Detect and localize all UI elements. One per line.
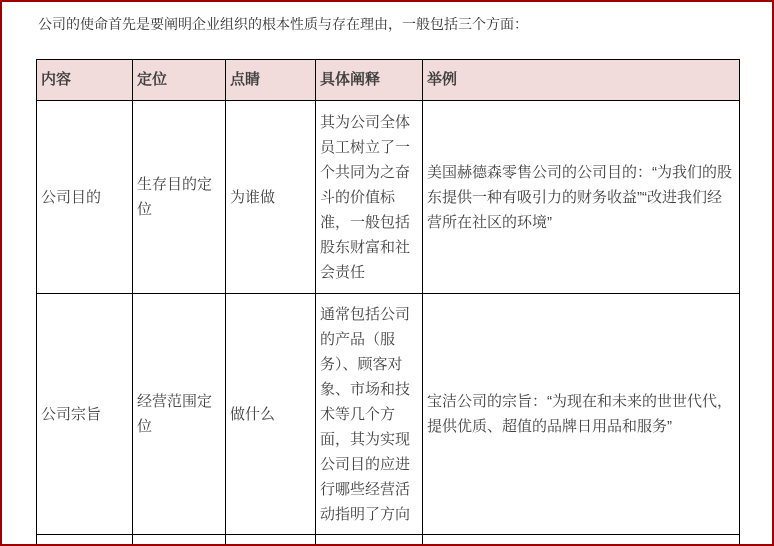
table-header-row <box>37 60 740 101</box>
mission-table <box>36 59 740 546</box>
column-header-positioning: 定位 <box>133 60 226 101</box>
cell-example: 宝洁公司的宗旨：“为现在和未来的世世代代，提供优质、超值的品牌日用品和服务” <box>423 294 740 535</box>
cell-essence <box>226 535 316 546</box>
cell-content: 公司目的 <box>37 101 133 294</box>
document-content <box>2 2 772 546</box>
cell-positioning <box>133 535 226 546</box>
table-row <box>37 535 740 546</box>
column-header-example: 举例 <box>423 60 740 101</box>
cell-essence: 为谁做 <box>226 101 316 294</box>
table-row <box>37 294 740 535</box>
cell-example: 美国赫德森零售公司的公司目的：“为我们的股东提供一种有吸引力的财务收益”“改进我们经营所在社区的环境” <box>423 101 740 294</box>
column-header-explanation: 具体阐释 <box>316 60 423 101</box>
table-row <box>37 101 740 294</box>
cell-explanation: 通常包括公司的产品（服务）、顾客对象、市场和技术等几个方面，其为实现公司目的应进行哪些经营活动指明了方向 <box>316 294 423 535</box>
cell-example <box>423 535 740 546</box>
cell-content <box>37 535 133 546</box>
column-header-content: 内容 <box>37 60 133 101</box>
cell-explanation: 其为公司全体员工树立了一个共同为之奋斗的价值标准，一般包括股东财富和社会责任 <box>316 101 423 294</box>
cell-explanation <box>316 535 423 546</box>
cell-essence: 做什么 <box>226 294 316 535</box>
cell-positioning: 经营范围定位 <box>133 294 226 535</box>
cell-content: 公司宗旨 <box>37 294 133 535</box>
cell-positioning: 生存目的定位 <box>133 101 226 294</box>
intro-text: 公司的使命首先是要阐明企业组织的根本性质与存在理由，一般包括三个方面： <box>38 16 528 32</box>
column-header-essence: 点睛 <box>226 60 316 101</box>
